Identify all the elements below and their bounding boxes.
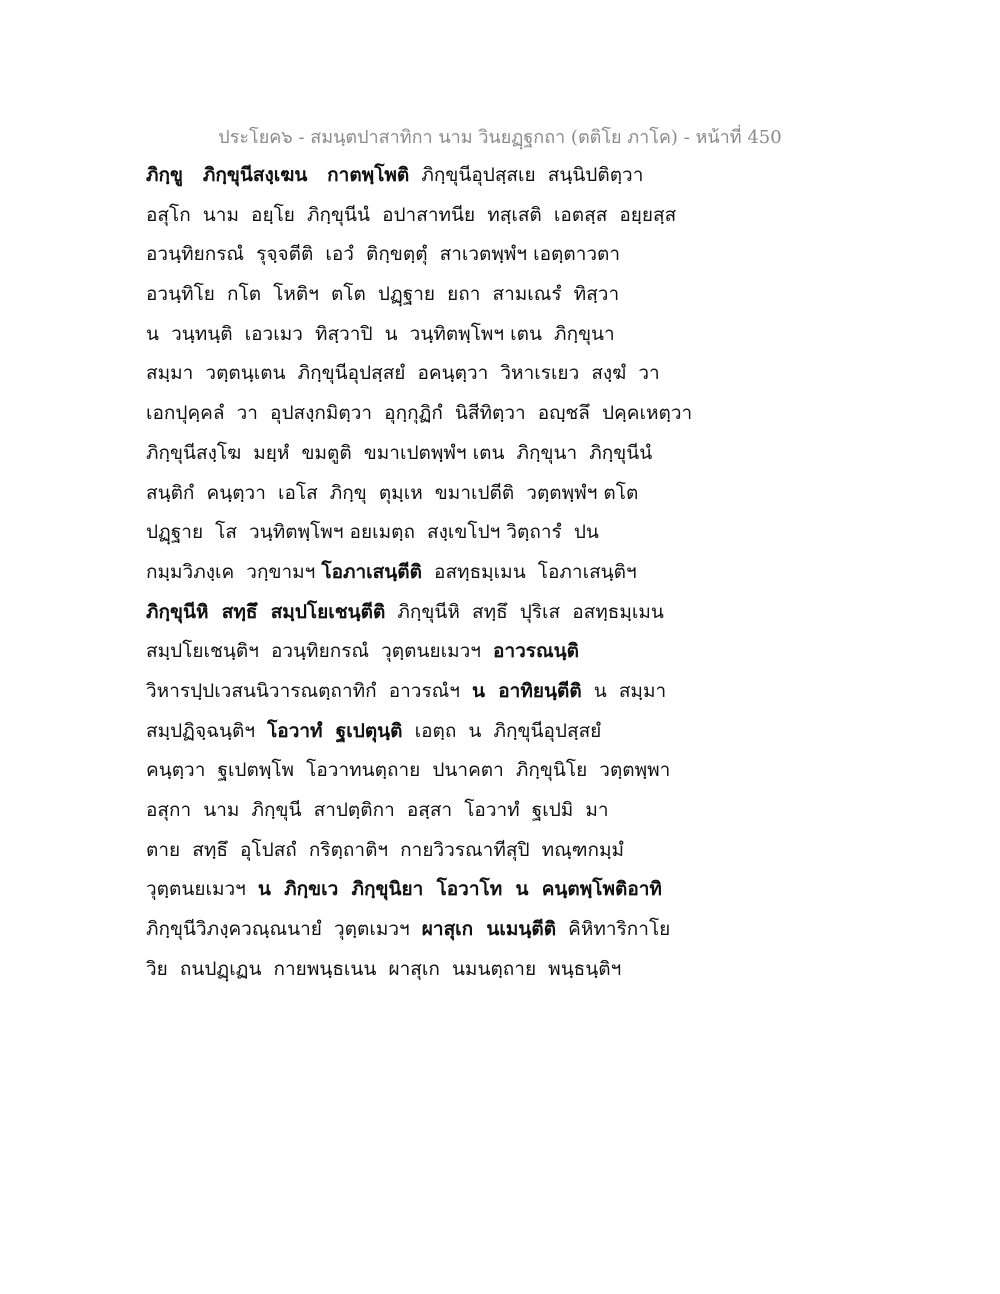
text-segment: คนฺตฺวา ฐเปตพฺโพ โอวาทนตฺถาย ปนาคตา ภิกฺขุนิโย วตฺตพฺพา [146, 759, 671, 782]
text-segment: กมฺมวิภงฺเค วกฺขามฯ [146, 560, 322, 583]
text-segment: อสุกา นาม ภิกฺขุนี สาปตฺติกา อสฺสา โอวาทํ ฐเปมิ มา [146, 799, 609, 821]
text-segment: ภิกฺขุนีหิ สทฺธึ ปุริเส อสทฺธมฺเมน [385, 600, 664, 623]
text-segment: สมฺปโยเชนฺติฯ อวนฺทิยกรณํ วุตฺตนยเมวฯ [146, 640, 494, 663]
bold-term: ภิกฺขุนีหิ สทฺธึ สมฺปโยเชนฺตีติ [146, 600, 386, 623]
text-line [146, 954, 706, 994]
text-segment: น สมฺมา [581, 679, 667, 702]
text-segment: ปฏฺฐาย โส วนฺทิตพฺโพฯ อยเมตฺถ สงฺเขโปฯ วิตฺถารํ ปน [146, 521, 599, 544]
text-line [146, 795, 706, 835]
text-segment: สมฺมา วตฺตนฺเตน ภิกฺขุนีอุปสฺสยํ อคนฺตฺวา วิหาเรเยว สงฺฆํ วา [146, 362, 660, 385]
text-segment: วิหารปฺปเวสนนิวารณตฺถาทิกํ อาวรณํฯ [146, 679, 473, 702]
text-segment: น วนฺทนฺติ เอวเมว ทิสฺวาปิ น วนฺทิตพฺโพฯ เตน ภิกฺขุนา [146, 322, 615, 345]
text-line [146, 279, 706, 319]
running-header: ประโยค๖ - สมนฺตปาสาทิกา นาม วินยฏฺฐกถา (ตติโย ภาโค) - หน้าที่ 450 [218, 127, 782, 148]
text-line [146, 676, 706, 716]
text-segment: ภิกฺขุนีสงฺโฆ มยฺหํ ขมตูติ ขมาเปตพฺพํฯ เตน ภิกฺขุนา ภิกฺขุนีนํ [146, 441, 653, 464]
text-segment: คิหิทาริกาโย [556, 918, 671, 941]
text-line [146, 358, 706, 398]
bold-term: น อาทิยนฺตีติ [472, 679, 582, 702]
bold-term: น ภิกฺขเว ภิกฺขุนิยา โอวาโท น คนฺตพฺโพติอาทิ [257, 878, 662, 901]
text-segment: อสทฺธมฺเมน โอภาเสนฺติฯ [421, 560, 637, 583]
text-line [146, 914, 706, 954]
text-segment: อวนฺทิโย กโต โหติฯ ตโต ปฏฺฐาย ยถา สามเณรํ ทิสฺวา [146, 283, 620, 306]
text-line [146, 239, 706, 279]
text-segment: สนฺติกํ คนฺตฺวา เอโส ภิกฺขุ ตุมฺเห ขมาเปตีติ วตฺตพฺพํฯ ตโต [146, 481, 639, 504]
text-line [146, 478, 706, 518]
text-line [146, 835, 706, 875]
bold-term: โอภาเสนฺตีติ [321, 560, 422, 583]
text-line [146, 557, 706, 597]
text-line [146, 636, 706, 676]
body-text [146, 160, 706, 993]
text-line [146, 597, 706, 637]
text-line [146, 755, 706, 795]
text-line [146, 438, 706, 478]
text-line [146, 517, 706, 557]
text-line [146, 716, 706, 756]
bold-term: โอวาทํ ฐเปตุนฺติ [267, 719, 403, 742]
text-segment: อวนฺทิยกรณํ รุจฺจตีติ เอวํ ติกฺขตฺตุํ สาเวตพฺพํฯ เอตฺตาวตา [146, 243, 621, 266]
text-segment: วิย ถนปฏฺเฏน กายพนฺธเนน ผาสุเก นมนตฺถาย พนฺธนฺติฯ [146, 957, 622, 980]
text-segment: วุตฺตนยเมวฯ [146, 878, 258, 901]
bold-term: ผาสุเก นเมนฺตีติ [421, 918, 557, 941]
bold-term: ภิกฺขู ภิกฺขุนีสงฺเฆน กาตพฺโพติ [146, 164, 410, 186]
text-segment: อสุโก นาม อยฺโย ภิกฺขุนีนํ อปาสาทนีย ทสฺเสติ เอตสฺส อยฺยสฺส [146, 203, 677, 226]
text-line [146, 874, 706, 914]
text-line [146, 398, 706, 438]
text-segment: เอตฺถ น ภิกฺขุนีอุปสฺสยํ [402, 719, 602, 742]
text-line [146, 319, 706, 359]
bold-term: อาวรณนฺติ [493, 640, 579, 663]
text-segment: สมฺปฏิจฺฉนฺติฯ [146, 719, 268, 742]
text-segment: ตาย สทฺธึ อุโปสถํ กริตฺถาติฯ กายวิวรณาทีสุปิ ทณฺฑกมฺมํ [146, 838, 625, 861]
text-segment: เอกปุคฺคลํ วา อุปสงฺกมิตฺวา อุกฺกุฏิกํ นิสีทิตฺวา อญฺชลึ ปคฺคเหตฺวา [146, 402, 693, 425]
text-line [146, 160, 706, 200]
text-line [146, 200, 706, 240]
text-segment: ภิกฺขุนีอุปสฺสเย สนฺนิปติตฺวา [409, 164, 644, 186]
text-segment: ภิกฺขุนีวิภงฺควณฺณนายํ วุตฺตเมวฯ [146, 918, 422, 941]
